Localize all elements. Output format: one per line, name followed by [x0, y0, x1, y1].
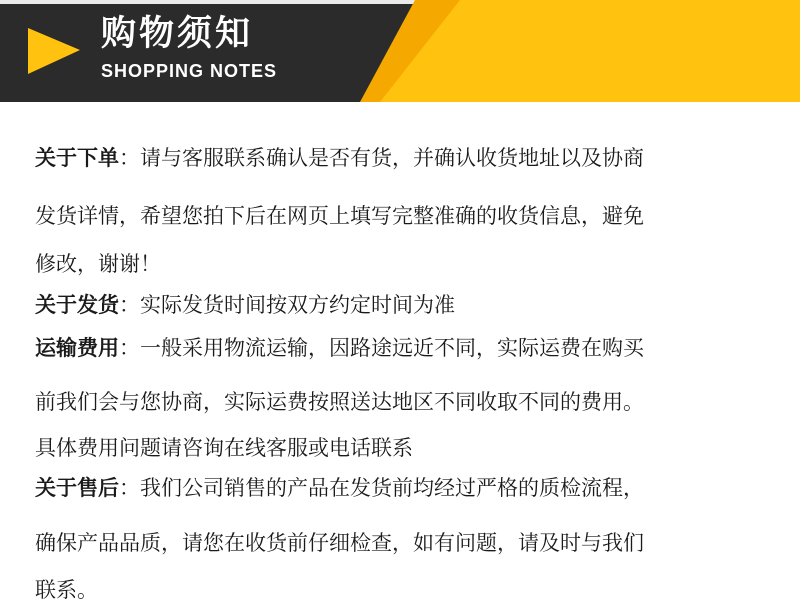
note-separator: ： [119, 146, 140, 170]
note-label: 关于售后 [35, 476, 119, 500]
note-line: 联系。 [35, 578, 98, 602]
note-line [35, 138, 780, 190]
note-label: 关于下单 [35, 146, 119, 170]
page-title: 购物须知 [101, 14, 254, 54]
header-banner [0, 0, 800, 102]
note-line [35, 328, 780, 376]
note-freight [35, 328, 780, 468]
note-text: 一般采用物流运输，因路途远近不同，实际运费在购买 [140, 336, 644, 360]
note-separator: ： [119, 476, 140, 500]
note-shipping [35, 286, 780, 328]
note-label: 关于发货 [35, 293, 119, 317]
note-separator: ： [119, 336, 140, 360]
note-text: 请与客服联系确认是否有货，并确认收货地址以及协商 [140, 146, 644, 170]
note-separator: ： [119, 293, 140, 317]
note-line: 前我们会与您协商，实际运费按照送达地区不同收取不同的费用。 [35, 390, 644, 414]
notes-content [35, 138, 780, 610]
note-line: 发货详情，希望您拍下后在网页上填写完整准确的收货信息，避免 [35, 204, 644, 228]
note-line [35, 286, 780, 328]
note-aftersales [35, 468, 780, 610]
note-text: 实际发货时间按双方约定时间为准 [140, 293, 455, 317]
play-triangle-icon [28, 28, 80, 74]
note-text: 我们公司销售的产品在发货前均经过严格的质检流程， [140, 476, 644, 500]
note-line: 确保产品品质，请您在收货前仔细检查，如有问题，请及时与我们 [35, 531, 644, 555]
note-line: 具体费用问题请咨询在线客服或电话联系 [35, 436, 413, 460]
note-line [35, 468, 780, 516]
note-line: 修改，谢谢！ [35, 252, 161, 276]
note-ordering [35, 138, 780, 286]
page-subtitle: SHOPPING NOTES [101, 61, 278, 81]
note-label: 运输费用 [35, 336, 119, 360]
